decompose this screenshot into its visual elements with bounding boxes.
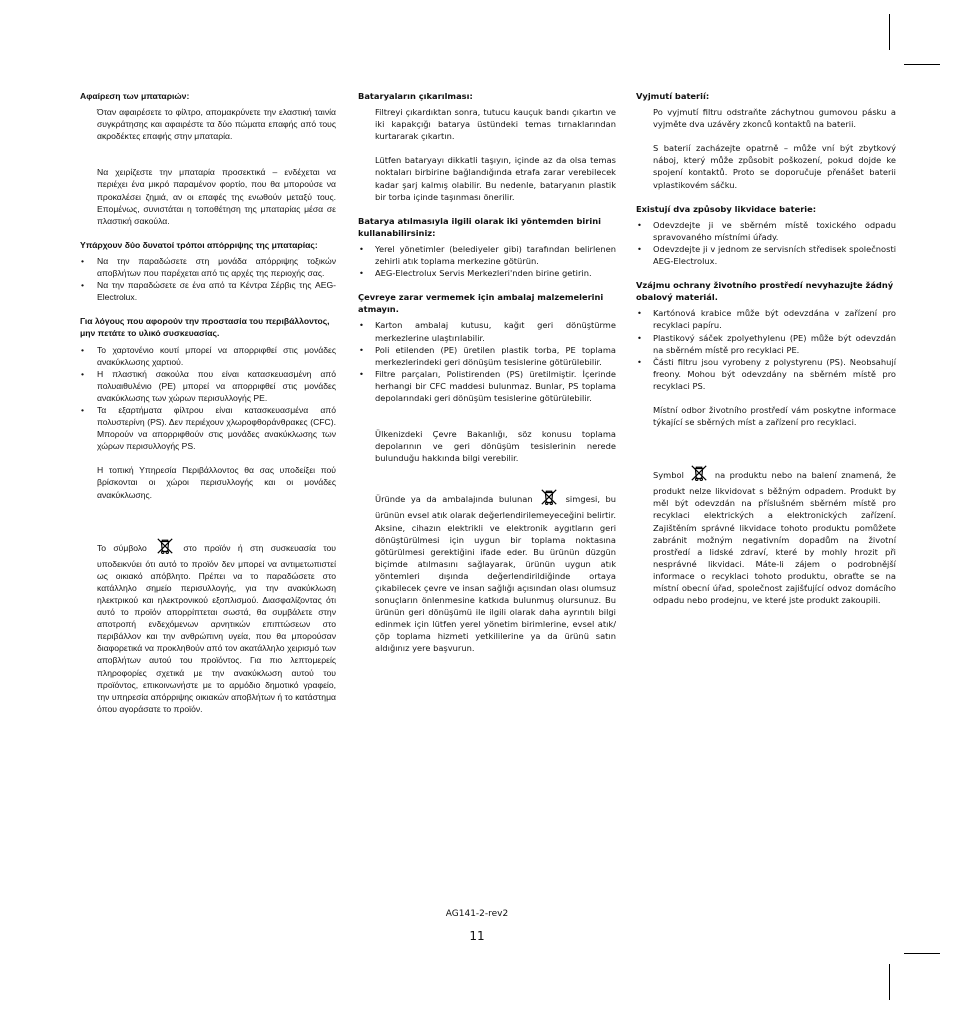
list-item: • Kartónová krabice může být odevzdána v zařízení pro recyklaci papíru. [636,307,896,331]
turkish-battery-removal-heading: Bataryaların çıkarılması: [358,91,473,101]
crossed-out-wheelie-bin-icon [540,488,558,509]
list-item: • AEG-Electrolux Servis Merkezleri'nden birine getirin. [358,267,616,279]
list-item: • Το χαρτονένιο κουτί μπορεί να απορριφθεί στις μονάδες ανακύκλωσης χαρτιού. [80,344,336,368]
greek-weee-text: Το σύμβολο στο προϊόν ή στη συσκευασία του υποδεικνύει ότι αυτό το προϊόν δεν μπορεί να αντιμετωπιστεί ως οικιακό απόβλητο. Πρέπει να το παραδώσετε στο κατάλληλο σημείο περισυλλογής, για την ανακύκλωση ηλεκτρικού και ηλεκτρονικού εξοπλισμού. Διασφαλίζοντας ότι αυτό το προϊόν απορρίπτεται σωστά, θα συμβάλετε στην αποτροπή ενδεχόμενων αρνητικών επιπτώσεων στο περιβάλλον και την ανθρώπινη υγεία, που θα μπορούσαν διαφορετικά να προκληθούν από τον ακατάλληλο χειρισμό των αποβλήτων αυτού του προϊόντος. Για πιο λεπτομερείς πληροφορίες σχετικά με την ανακύκλωση αυτού του προϊόντος, επικοινωνήστε με το αρμόδιο δημοτικό γραφείο, την υπηρεσία απόρριψης οικιακών αποβλήτων ή το κατάστημα όπου αγοράσατε το προϊόν. [97,537,336,715]
crop-mark-top-vertical [889,14,890,50]
turkish-packaging-list [358,319,616,404]
czech-battery-warning-text: S baterií zacházejte opatrně – může vní být zbytkový náboj, který může způsobit poškození, pokud dojde ke spojení kontaktů. Proto se doporučuje přenášet baterii vplastikovém sáčku. [653,143,896,190]
list-item: • Odevzdejte ji ve sběrném místě toxického odpadu spravovaného místními úřady. [636,219,896,243]
czech-battery-removal-text: Po vyjmutí filtru odstraňte záchytnou gumovou pásku a vyjměte dva uzávěry zkonců kontaktů na baterii. [653,107,896,130]
list-item: • Filtre parçaları, Polistirenden (PS) üretilmiştir. İçerinde herhangi bir CFC maddesi bulunmaz. Bunlar, PS toplama depolarındaki geri dönüşüm tesislerine götürülebilir. [358,368,616,404]
turkish-battery-removal-text: Filtreyi çıkardıktan sonra, tutucu kauçuk bandı çıkartın ve iki kapakçığı batarya üstündeki temas tırnaklarından kurtararak çıkartın. [375,107,616,142]
greek-environment-office-text: Η τοπική Υπηρεσία Περιβάλλοντος θα σας υποδείξει πού βρίσκονται οι χώροι περισυλλογής και οι μονάδες ανακύκλωσης. [97,465,336,500]
czech-disposal-heading: Existují dva způsoby likvidace baterie: [636,203,817,214]
crossed-out-wheelie-bin-icon [690,464,708,485]
turkish-disposal-list [358,243,616,279]
list-item: • Karton ambalaj kutusu, kağıt geri dönüştürme merkezlerine ulaştırılabilir. [358,319,616,343]
turkish-environment-ministry-text: Ülkenizdeki Çevre Bakanlığı, söz konusu toplama depolarının ve geri dönüşüm tesislerinin nerede bulunduğu hakkında bilgi verebilir. [375,429,616,464]
page-number: 11 [469,929,485,943]
czech-battery-removal-heading: Vyjmutí baterií: [636,91,710,101]
czech-packaging-list [636,307,896,392]
greek-disposal-heading: Υπάρχουν δύο δυνατοί τρόποι απόρριψης της μπαταρίας: [80,239,318,250]
crop-mark-top-horizontal [904,64,940,65]
crop-mark-bottom-horizontal [904,953,940,954]
greek-packaging-list [80,344,336,453]
greek-disposal-list [80,255,336,303]
list-item: • Poli etilenden (PE) üretilen plastik torba, PE toplama merkezlerindeki geri dönüşüm tesislerine götürülebilir. [358,344,616,368]
list-item: • Yerel yönetimler (belediyeler gibi) tarafından belirlenen zehirli atık toplama merkezine götürün. [358,243,616,267]
list-item: • Části filtru jsou vyrobeny z polystyrenu (PS). Neobsahují freony. Mohou být odevzdány na sběrném místě pro recyklaci PS. [636,356,896,392]
czech-disposal-list [636,219,896,267]
crop-mark-bottom-vertical [889,964,890,1000]
list-item: • Τα εξαρτήματα φίλτρου είναι κατασκευασμένα από πολυστερίνη (PS). Δεν περιέχουν χλωροφθοράνθρακες (CFC). Μπορούν να απορριφθούν στις μονάδες ανακύκλωσης των χώρων περισυλλογής PS. [80,404,336,452]
czech-weee-text: Symbol na produktu nebo na balení znamená, že produkt nelze likvidovat s běžným odpadem. Produkt by měl být odevzdán na příslušném sběrném místě pro recyklaci elektrických a elektronických zařízení. Zajištěním správné likvidace tohoto produktu pomůžete zabránit možným negativním dopadům na životní prostředí a lidské zdraví, které by mohly hrozit při nesprávné likvidaci. Máte-li zájem o podrobnější informace o recyklaci tohoto produktu, obraťte se na místní obecní úřad, společnost zajišťující odvoz domácího odpadu nebo prodejnu, ve které jste produkt zakoupili. [653,464,896,606]
czech-column [636,90,896,606]
crossed-out-wheelie-bin-icon [156,537,174,558]
list-item: • Odevzdejte ji v jednom ze servisních středisek společnosti AEG-Electrolux. [636,243,896,267]
turkish-battery-warning-text: Lütfen bataryayı dikkatli taşıyın, içinde az da olsa temas noktaları birbirine bağlandığında etrafa zarar verebilecek kadar şarj kalmış olabilir. Bu nedenle, bataryanın plastik bir torba içinde taşınması önerilir. [375,155,616,202]
czech-packaging-heading: Vzájmu ochrany životního prostředí nevyhazujte žádný obalový materiál. [636,280,894,303]
document-code: AG141-2-rev2 [445,909,509,919]
list-item: • Να την παραδώσετε σε ένα από τα Κέντρα Σέρβις της AEG-Electrolux. [80,279,336,303]
greek-packaging-heading: Για λόγους που αφορούν την προστασία του περιβάλλοντος, μην πετάτε το υλικό συσκευασίας. [80,316,330,339]
list-item: • Να την παραδώσετε στη μονάδα απόρριψης τοξικών αποβλήτων που παρέχεται από τις αρχές της περιοχής σας. [80,255,336,279]
list-item: • Η πλαστική σακούλα που είναι κατασκευασμένη από πολυαιθυλένιο (PE) μπορεί να απορριφθεί στις μονάδες ανακύκλωσης των χώρων περισυλλογής PE. [80,368,336,404]
turkish-disposal-heading: Batarya atılmasıyla ilgili olarak iki yöntemden birini kullanabilirsiniz: [358,215,601,238]
turkish-packaging-heading: Çevreye zarar vermemek için ambalaj malzemelerini atmayın. [358,292,604,315]
turkish-column [358,90,616,655]
czech-environment-office-text: Místní odbor životního prostředí vám poskytne informace týkající se sběrných míst a zařízení pro recyklaci. [653,404,896,428]
greek-battery-warning-text: Να χειρίζεστε την μπαταρία προσεκτικά – ενδέχεται να περιέχει ένα μικρό παραμένον φορτίο, που θα μπορούσε να προκαλέσει ζημιά, αν οι επαφές της ενωθούν μεταξύ τους. Επομένως, συνιστάται η τοποθέτηση της μπαταρίας μέσα σε πλαστική σακούλα. [97,167,336,226]
greek-battery-removal-heading: Αφαίρεση των μπαταριών: [80,91,190,101]
greek-column [80,90,336,715]
greek-battery-removal-text: Όταν αφαιρέσετε το φίλτρο, απομακρύνετε την ελαστική ταινία συγκράτησης και αφαιρέστε τα δύο πώματα επαφής από τους ακροδέκτες επαφής στην μπαταρία. [97,107,336,142]
list-item: • Plastikový sáček zpolyethylenu (PE) může být odevzdán na sběrném místě pro recyklaci PE. [636,332,896,356]
turkish-weee-text: Üründe ya da ambalajında bulunan simgesi, bu ürünün evsel atık olarak değerlendirilemeyeceğini belirtir. Aksine, cihazın elektrikli ve elektronik aygıtların geri dönüştürülmesi için uygun bir toplama noktasına götürülmesi gerektiğini ifade eder. Bu ürünün düzgün biçimde atılmasını sağlayarak, ürünün uygun atık yöntemleri dışında değerlendirildiğinde ortaya çıkabilecek çevre ve insan sağlığı açısından olası olumsuz sonuçların önlenmesine katkıda bulunmuş olursunuz. Bu ürünün geri dönüşümü ile ilgili olarak daha ayrıntılı bilgi edinmek için lütfen yerel yönetim birimlerine, evsel atık/çöp toplama hizmeti yetkililerine ya da ürünü satın aldığınız yere başvurun. [375,488,616,654]
